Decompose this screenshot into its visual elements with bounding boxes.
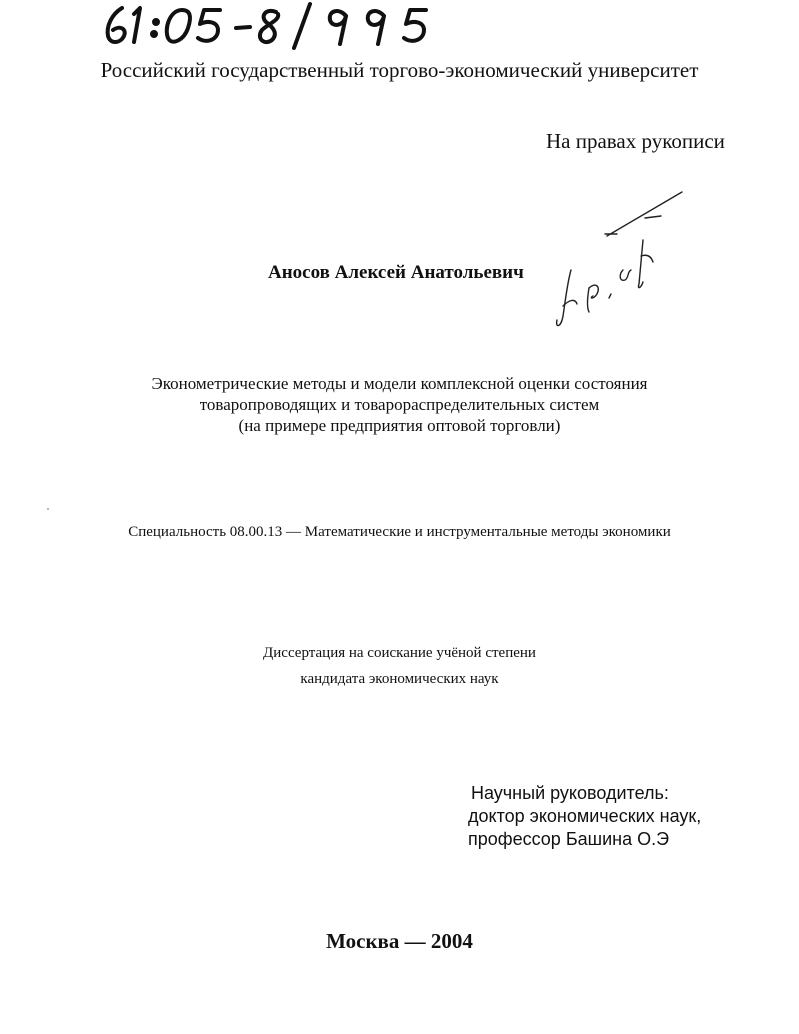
degree-line: кандидата экономических наук	[300, 671, 499, 687]
thesis-title-line: (на примере предприятия оптовой торговли)	[238, 416, 561, 435]
thesis-title-line: Эконометрические методы и модели комплексной оценки состояния	[151, 374, 648, 393]
thesis-title	[0, 373, 799, 436]
degree-line: Диссертация на соискание учёной степени	[263, 645, 536, 661]
scan-artifact	[47, 508, 49, 510]
specialty-line: Специальность 08.00.13 — Математические и инструментальные методы экономики	[128, 524, 671, 540]
author-name: Аносов Алексей Анатольевич	[268, 262, 524, 283]
advisor-heading: Научный руководитель:	[471, 783, 669, 803]
city-year: Москва — 2004	[326, 929, 473, 953]
rights-notice: На правах рукописи	[546, 129, 725, 153]
handwritten-signature	[545, 188, 695, 333]
scientific-advisor	[468, 782, 701, 851]
thesis-title-line: товаропроводящих и товарораспределительных систем	[199, 395, 600, 414]
degree-statement	[0, 640, 799, 692]
advisor-degree: доктор экономических наук,	[468, 806, 702, 826]
university-name: Российский государственный торгово-экономический университет	[100, 58, 699, 82]
archive-code-stamp	[100, 0, 460, 52]
advisor-name: профессор Башина О.Э	[468, 829, 670, 849]
